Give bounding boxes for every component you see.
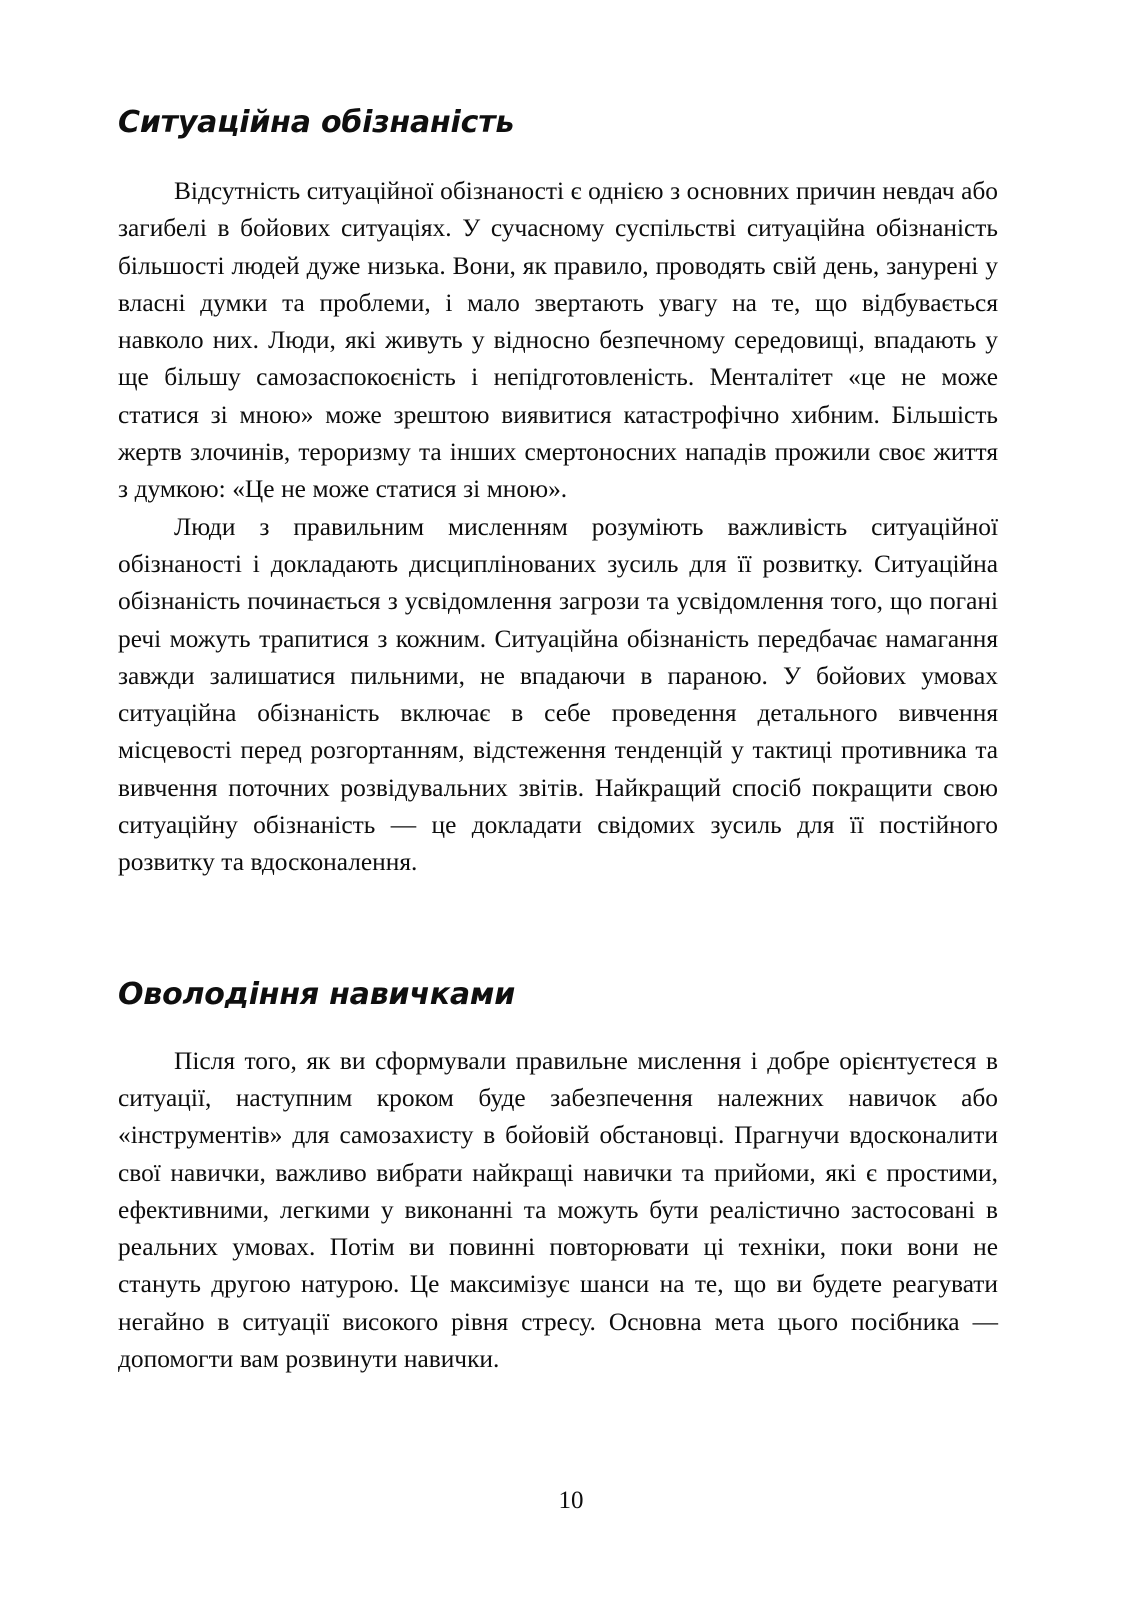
section-body-situational-awareness — [118, 173, 998, 882]
section-heading-skill-mastery: Оволодіння навичками — [118, 976, 516, 1012]
page-number: 10 — [558, 1487, 584, 1514]
paragraph: Люди з правильним мисленням розуміють важливість ситуаційної обізнаності і докладають дисциплінованих зусиль для її розвитку. Ситуаційна обізнаність починається з усвідомлення загрози та усвідомлення того, що погані речі можуть трапитися з кожним. Ситуаційна обізнаність передбачає намагання завжди залишатися пильними, не впадаючи в параною. У бойових умовах ситуаційна обізнаність включає в себе проведення детального вивчення місцевості перед розгортанням, відстеження тенденцій у тактиці противника та вивчення поточних розвідувальних звітів. Найкращий спосіб покращити свою ситуаційну обізнаність — це докладати свідомих зусиль для її постійного розвитку та вдосконалення. — [118, 512, 998, 877]
page-content — [118, 100, 998, 1378]
section-body-skill-mastery — [118, 1043, 998, 1379]
paragraph: Відсутність ситуаційної обізнаності є однією з основних причин невдач або загибелі в бойових ситуаціях. У сучасному суспільстві ситуаційна обізнаність більшості людей дуже низька. Вони, як правило, проводять свій день, занурені у власні думки та проблеми, і мало звертають увагу на те, що відбувається навколо них. Люди, які живуть у відносно безпечному середовищі, впадають у ще більшу самозаспокоєність і непідготовленість. Менталітет «це не може статися зі мною» може зрештою виявитися катастрофічно хибним. Більшість жертв злочинів, тероризму та інших смертоносних нападів прожили своє життя з думкою: «Це не може статися зі мною». — [118, 177, 998, 504]
section-heading-situational-awareness: Ситуаційна обізнаність — [118, 105, 515, 140]
paragraph: Після того, як ви сформували правильне мислення і добре орієнтуєтеся в ситуації, наступним кроком буде забезпечення належних навичок або «інструментів» для самозахисту в бойовій обстановці. Прагнучи вдосконалити свої навички, важливо вибрати найкращі навички та прийоми, які є простими, ефективними, легкими у виконанні та можуть бути реалістично застосовані в реальних умовах. Потім ви повинні повторювати ці техніки, поки вони не стануть другою натурою. Це максимізує шанси на те, що ви будете реагувати негайно в ситуації високого рівня стресу. Основна мета цього посібника — допомогти вам розвинути навички. — [118, 1046, 998, 1374]
